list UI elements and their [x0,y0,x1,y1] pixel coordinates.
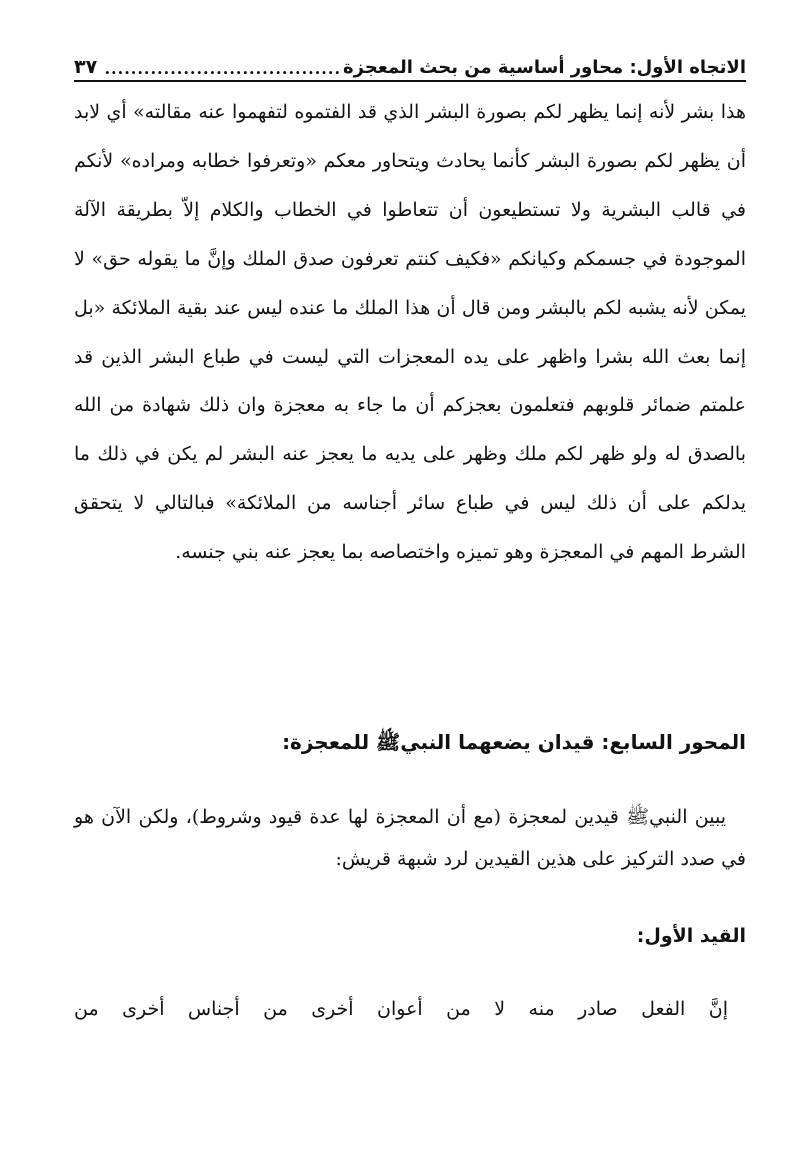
body-paragraph-3: إنَّ الفعل صادر منه لا من أعوان أخرى من أجناس أخرى من [74,998,728,1020]
page-number: ٣٧ [74,56,98,78]
body-paragraph-2: يبين النبيﷺ قيدين لمعجزة (مع أن المعجزة لها عدة قيود وشروط)، ولكن الآن هو في صدد التركيز على هذين القيدين لرد شبهة قريش: [74,806,746,870]
section-heading: المحور السابع: قيدان يضعهما النبيﷺ للمعجزة: [282,730,746,754]
header-title: الاتجاه الأول: محاور أساسية من بحث المعجزة [343,57,746,78]
running-header [74,38,746,82]
body-paragraph-1: هذا بشر لأنه إنما يظهر لكم بصورة البشر الذي قد الفتموه لتفهموا عنه مقالته» أي لابد أن يظهر لكم بصورة البشر كأنما يحادث ويتحاور معكم «وتعرفوا خطابه ومراده» لأنكم في قالب البشرية ولا تستطيعون أن تتعاطوا في الخطاب والكلام إلاّ بطريقة الآلة الموجودة في جسمكم وكيانكم «فكيف كنتم تعرفون صدق الملك وإنَّ ما يقوله حق» لا يمكن لأنه يشبه لكم بالبشر ومن قال أن هذا الملك ما عنده ليس عند بقية الملائكة «بل إنما بعث الله بشرا واظهر على يده المعجزات التي ليست في طباع البشر الذين قد علمتم ضمائر قلوبهم فتعلمون بعجزكم أن ما جاء به معجزة وان ذلك شهادة من الله بالصدق له ولو ظهر لكم ملك وظهر على يديه ما يعجز عنه البشر لم يكن في ذلك ما يدلكم على أن ذلك ليس في طباع سائر أجناسه من الملائكة» فبالتالي لا يتحقق الشرط المهم في المعجزة وهو تميزه واختصاصه بما يعجز عنه بني جنسه. [74,101,746,564]
subheading: القيد الأول: [636,925,746,947]
header-leader-dots: .................................... [104,59,342,78]
